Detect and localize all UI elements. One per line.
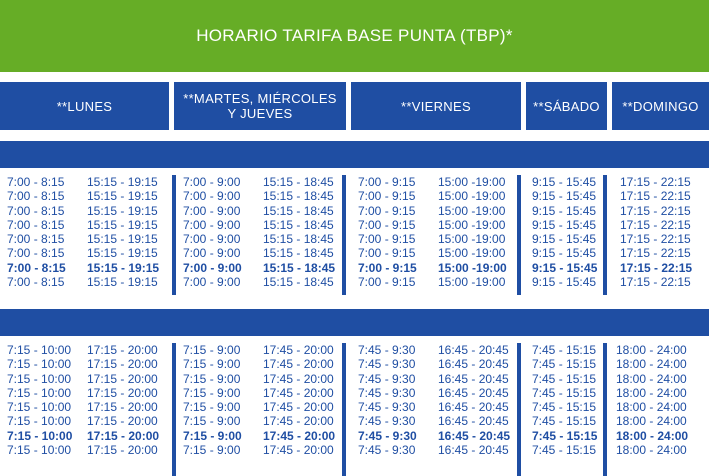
schedule-block-1-sabado <box>532 175 607 295</box>
time-range: 17:15 - 22:15 <box>620 260 693 275</box>
time-row <box>183 232 342 246</box>
time-range: 7:00 - 9:15 <box>358 203 416 218</box>
time-row <box>532 175 603 189</box>
time-range: 7:00 - 8:15 <box>7 246 65 261</box>
time-row <box>7 343 172 357</box>
time-range: 18:00 - 24:00 <box>616 385 687 400</box>
time-range: 7:00 - 8:15 <box>7 275 65 290</box>
time-range: 7:15 - 9:00 <box>183 428 242 443</box>
page-title: HORARIO TARIFA BASE PUNTA (TBP)* <box>196 26 513 45</box>
time-range: 7:00 - 8:15 <box>7 232 65 247</box>
time-range: 17:45 - 20:00 <box>263 371 334 386</box>
time-range: 7:00 - 9:15 <box>358 260 417 275</box>
time-range: 7:00 - 9:00 <box>183 175 241 189</box>
time-row <box>532 232 603 246</box>
time-range: 18:00 - 24:00 <box>616 414 687 429</box>
time-range: 7:15 - 10:00 <box>7 428 73 443</box>
time-row <box>183 400 342 414</box>
time-row <box>616 372 709 386</box>
time-row <box>183 343 342 357</box>
time-row <box>7 386 172 400</box>
time-row <box>183 414 342 428</box>
time-range: 17:45 - 20:00 <box>263 357 334 372</box>
time-row <box>183 275 342 289</box>
time-range: 16:45 - 20:45 <box>438 357 509 372</box>
time-range: 15:15 - 18:45 <box>263 246 334 261</box>
time-row <box>358 189 517 203</box>
time-range: 9:15 - 15:45 <box>532 203 597 218</box>
time-range: 7:15 - 10:00 <box>7 414 72 429</box>
time-range: 15:00 -19:00 <box>438 189 506 204</box>
time-row <box>183 372 342 386</box>
time-range: 7:15 - 10:00 <box>7 357 72 372</box>
time-row <box>532 218 603 232</box>
time-range: 7:45 - 15:15 <box>532 428 598 443</box>
time-row <box>532 443 603 457</box>
time-range: 7:00 - 9:15 <box>358 246 416 261</box>
time-range: 15:00 -19:00 <box>438 232 506 247</box>
time-range: 7:00 - 9:00 <box>183 275 241 290</box>
schedule-block-1-lunes <box>7 175 176 295</box>
time-row <box>183 261 342 275</box>
time-row <box>358 414 517 428</box>
time-range: 17:45 - 20:00 <box>263 443 334 458</box>
time-range: 17:15 - 22:15 <box>620 217 691 232</box>
time-range: 9:15 - 15:45 <box>532 260 598 275</box>
time-range: 17:15 - 20:00 <box>87 371 158 386</box>
time-row <box>183 357 342 371</box>
time-row <box>620 232 709 246</box>
time-row <box>7 232 172 246</box>
time-range: 7:00 - 8:15 <box>7 260 66 275</box>
time-range: 9:15 - 15:45 <box>532 246 597 261</box>
time-row <box>532 357 603 371</box>
schedule-block-2-domingo <box>616 343 709 476</box>
time-row <box>616 414 709 428</box>
time-range: 16:45 - 20:45 <box>438 371 509 386</box>
time-range: 17:15 - 20:00 <box>87 343 158 357</box>
time-range: 7:15 - 9:00 <box>183 400 241 415</box>
time-row <box>183 218 342 232</box>
time-range: 9:15 - 15:45 <box>532 275 597 290</box>
time-range: 17:15 - 22:15 <box>620 246 691 261</box>
time-row <box>358 261 517 275</box>
time-range: 15:15 - 18:45 <box>263 275 334 290</box>
time-range: 7:00 - 9:00 <box>183 217 241 232</box>
time-range: 15:00 -19:00 <box>438 275 506 290</box>
time-row <box>183 386 342 400</box>
section-bar-1 <box>0 141 709 168</box>
time-range: 18:00 - 24:00 <box>616 371 687 386</box>
time-range: 17:15 - 20:00 <box>87 400 158 415</box>
time-range: 17:15 - 20:00 <box>87 357 158 372</box>
schedule-block-2-martes-jueves <box>183 343 346 476</box>
time-row <box>532 189 603 203</box>
time-row <box>7 429 172 443</box>
time-row <box>183 429 342 443</box>
schedule-block-1-martes-jueves <box>183 175 346 295</box>
time-row <box>358 218 517 232</box>
time-row <box>7 372 172 386</box>
time-range: 17:45 - 20:00 <box>263 385 334 400</box>
time-range: 15:15 - 19:15 <box>87 189 158 204</box>
time-row <box>620 261 709 275</box>
time-range: 15:00 -19:00 <box>438 260 507 275</box>
time-row <box>183 246 342 260</box>
time-range: 16:45 - 20:45 <box>438 443 509 458</box>
time-range: 15:15 - 19:15 <box>87 246 158 261</box>
time-row <box>532 246 603 260</box>
time-range: 7:00 - 9:15 <box>358 232 416 247</box>
time-range: 7:45 - 15:15 <box>532 385 597 400</box>
time-row <box>7 175 172 189</box>
time-range: 9:15 - 15:45 <box>532 232 597 247</box>
time-range: 17:15 - 22:15 <box>620 232 691 247</box>
time-range: 7:00 - 9:00 <box>183 189 241 204</box>
time-range: 15:00 -19:00 <box>438 246 506 261</box>
time-range: 15:00 -19:00 <box>438 203 506 218</box>
time-row <box>7 204 172 218</box>
time-row <box>620 175 709 189</box>
time-range: 15:15 - 19:15 <box>87 260 160 275</box>
time-row <box>7 246 172 260</box>
time-row <box>183 204 342 218</box>
schedule-block-1-viernes <box>358 175 521 295</box>
title-banner <box>0 0 709 72</box>
time-range: 15:15 - 18:45 <box>263 175 334 189</box>
time-range: 17:15 - 22:15 <box>620 275 691 290</box>
time-row <box>7 189 172 203</box>
time-row <box>358 232 517 246</box>
schedule-block-2-viernes <box>358 343 521 476</box>
time-row <box>532 400 603 414</box>
time-range: 17:15 - 20:00 <box>87 385 158 400</box>
time-range: 15:00 -19:00 <box>438 217 506 232</box>
time-range: 17:15 - 22:15 <box>620 189 691 204</box>
time-range: 7:15 - 9:00 <box>183 357 241 372</box>
time-row <box>358 204 517 218</box>
time-row <box>7 261 172 275</box>
time-row <box>7 218 172 232</box>
time-range: 15:15 - 18:45 <box>263 260 336 275</box>
time-range: 18:00 - 24:00 <box>616 357 687 372</box>
time-range: 7:00 - 9:15 <box>358 217 416 232</box>
time-range: 7:00 - 8:15 <box>7 189 65 204</box>
time-range: 7:45 - 9:30 <box>358 443 416 458</box>
time-range: 7:45 - 15:15 <box>532 443 597 458</box>
time-row <box>358 246 517 260</box>
time-row <box>183 443 342 457</box>
time-range: 7:45 - 9:30 <box>358 385 416 400</box>
time-range: 17:45 - 20:00 <box>263 400 334 415</box>
day-header-viernes: **VIERNES <box>351 82 521 130</box>
time-row <box>532 204 603 218</box>
day-header-domingo: **DOMINGO <box>612 82 709 130</box>
time-row <box>358 429 517 443</box>
time-row <box>532 261 603 275</box>
time-range: 7:15 - 10:00 <box>7 385 72 400</box>
time-range: 15:15 - 18:45 <box>263 232 334 247</box>
time-range: 17:15 - 20:00 <box>87 443 158 458</box>
time-row <box>7 275 172 289</box>
time-range: 15:15 - 19:15 <box>87 275 158 290</box>
time-row <box>532 275 603 289</box>
time-range: 15:15 - 18:45 <box>263 203 334 218</box>
time-range: 16:45 - 20:45 <box>438 428 511 443</box>
time-row <box>532 343 603 357</box>
time-range: 16:45 - 20:45 <box>438 414 509 429</box>
day-header-lunes: **LUNES <box>0 82 169 130</box>
time-range: 7:15 - 9:00 <box>183 414 241 429</box>
time-row <box>616 429 709 443</box>
time-row <box>532 386 603 400</box>
time-range: 7:00 - 9:00 <box>183 232 241 247</box>
time-row <box>183 175 342 189</box>
time-row <box>358 372 517 386</box>
time-range: 15:15 - 18:45 <box>263 189 334 204</box>
time-range: 7:15 - 9:00 <box>183 385 241 400</box>
time-range: 7:45 - 9:30 <box>358 371 416 386</box>
time-range: 7:45 - 9:30 <box>358 400 416 415</box>
time-range: 7:00 - 9:15 <box>358 189 416 204</box>
time-row <box>532 414 603 428</box>
time-range: 7:45 - 15:15 <box>532 414 597 429</box>
time-row <box>616 400 709 414</box>
time-range: 7:15 - 10:00 <box>7 400 72 415</box>
time-range: 18:00 - 24:00 <box>616 343 687 357</box>
time-row <box>7 443 172 457</box>
schedule-block-2-sabado <box>532 343 607 476</box>
time-range: 15:15 - 19:15 <box>87 203 158 218</box>
time-range: 16:45 - 20:45 <box>438 400 509 415</box>
time-row <box>620 275 709 289</box>
time-range: 9:15 - 15:45 <box>532 175 597 189</box>
time-row <box>620 246 709 260</box>
time-range: 7:15 - 10:00 <box>7 371 72 386</box>
time-range: 7:45 - 9:30 <box>358 428 417 443</box>
time-range: 7:00 - 8:15 <box>7 175 65 189</box>
time-row <box>532 429 603 443</box>
time-range: 7:45 - 15:15 <box>532 400 597 415</box>
time-range: 7:15 - 10:00 <box>7 343 72 357</box>
time-range: 9:15 - 15:45 <box>532 217 597 232</box>
time-row <box>358 175 517 189</box>
time-row <box>616 443 709 457</box>
time-row <box>616 357 709 371</box>
time-row <box>358 275 517 289</box>
time-range: 15:15 - 19:15 <box>87 217 158 232</box>
time-range: 7:00 - 9:15 <box>358 275 416 290</box>
schedule-block-2-lunes <box>7 343 176 476</box>
time-row <box>620 204 709 218</box>
time-row <box>183 189 342 203</box>
section-bar-2 <box>0 309 709 336</box>
time-range: 7:45 - 15:15 <box>532 357 597 372</box>
time-range: 9:15 - 15:45 <box>532 189 597 204</box>
time-range: 15:15 - 18:45 <box>263 217 334 232</box>
time-range: 7:45 - 9:30 <box>358 357 416 372</box>
time-range: 17:15 - 22:15 <box>620 203 691 218</box>
time-range: 7:00 - 8:15 <box>7 203 65 218</box>
time-range: 17:15 - 20:00 <box>87 414 158 429</box>
time-range: 16:45 - 20:45 <box>438 343 509 357</box>
time-range: 15:15 - 19:15 <box>87 232 158 247</box>
time-row <box>7 400 172 414</box>
time-row <box>532 372 603 386</box>
time-row <box>358 443 517 457</box>
time-range: 7:00 - 8:15 <box>7 217 65 232</box>
time-range: 7:00 - 9:15 <box>358 175 416 189</box>
time-range: 7:45 - 15:15 <box>532 343 597 357</box>
time-range: 15:00 -19:00 <box>438 175 506 189</box>
schedule-block-1-domingo <box>620 175 709 295</box>
time-row <box>7 414 172 428</box>
time-range: 7:15 - 9:00 <box>183 443 241 458</box>
time-range: 16:45 - 20:45 <box>438 385 509 400</box>
time-row <box>616 343 709 357</box>
time-row <box>358 343 517 357</box>
time-range: 7:45 - 15:15 <box>532 371 597 386</box>
time-range: 7:45 - 9:30 <box>358 343 416 357</box>
time-range: 7:00 - 9:00 <box>183 246 241 261</box>
time-range: 18:00 - 24:00 <box>616 443 687 458</box>
time-range: 7:45 - 9:30 <box>358 414 416 429</box>
time-range: 17:15 - 22:15 <box>620 175 691 189</box>
time-range: 7:00 - 9:00 <box>183 260 242 275</box>
time-range: 7:00 - 9:00 <box>183 203 241 218</box>
time-range: 7:15 - 10:00 <box>7 443 72 458</box>
time-range: 17:45 - 20:00 <box>263 343 334 357</box>
time-row <box>620 218 709 232</box>
time-range: 7:15 - 9:00 <box>183 371 241 386</box>
day-header-martes-jueves: **MARTES, MIÉRCOLES Y JUEVES <box>174 82 346 130</box>
time-row <box>616 386 709 400</box>
time-row <box>358 386 517 400</box>
time-range: 18:00 - 24:00 <box>616 428 689 443</box>
time-range: 17:45 - 20:00 <box>263 414 334 429</box>
day-header-sabado: **SÁBADO <box>526 82 607 130</box>
time-range: 17:45 - 20:00 <box>263 428 336 443</box>
time-range: 7:15 - 9:00 <box>183 343 241 357</box>
time-row <box>620 189 709 203</box>
time-range: 18:00 - 24:00 <box>616 400 687 415</box>
time-range: 17:15 - 20:00 <box>87 428 160 443</box>
time-row <box>7 357 172 371</box>
time-row <box>358 400 517 414</box>
time-row <box>358 357 517 371</box>
time-range: 15:15 - 19:15 <box>87 175 158 189</box>
